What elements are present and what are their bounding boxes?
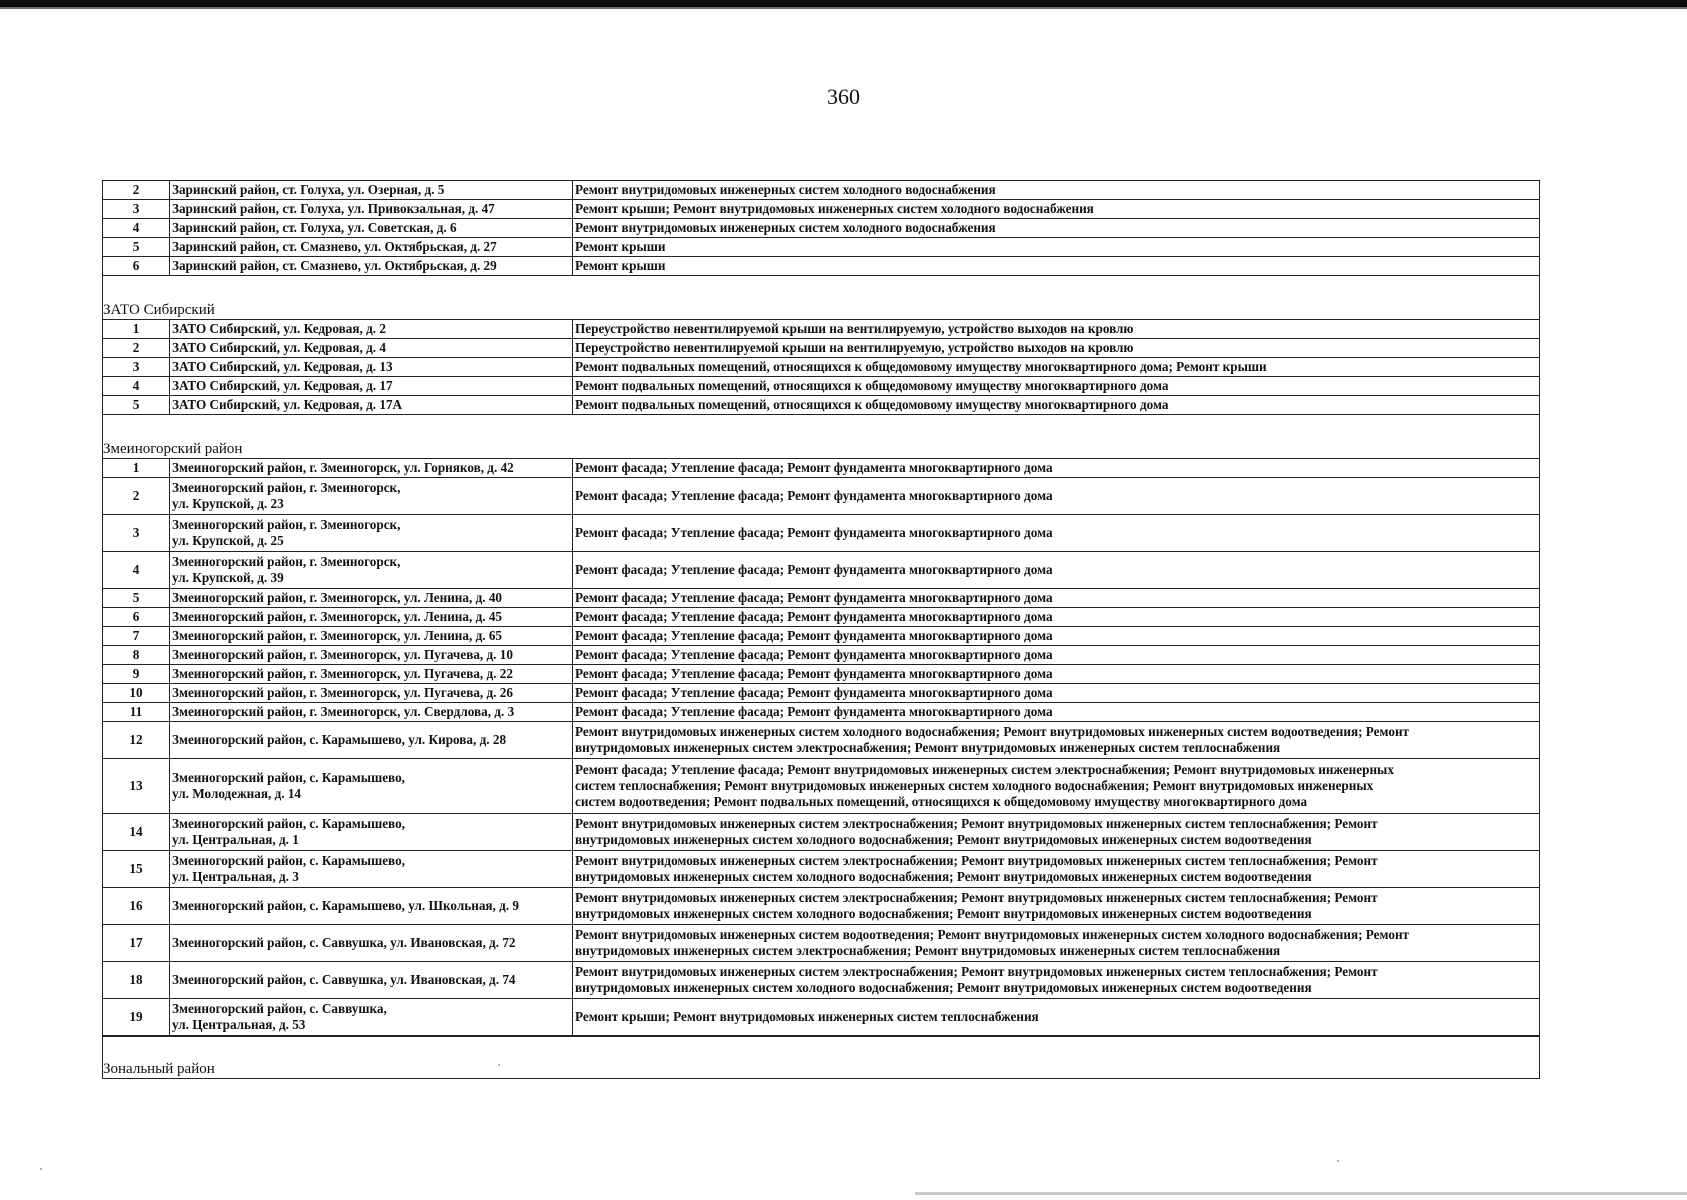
house-address: Змеиногорский район, г. Змеиногорск, ул. Крупской, д. 39 (169, 552, 573, 588)
scan-speck (498, 1064, 500, 1066)
row-number: 1 (132, 460, 140, 475)
repair-works: Ремонт фасада; Утепление фасада; Ремонт фундамента многоквартирного дома (575, 590, 1053, 605)
row-number: 3 (132, 525, 140, 540)
repair-works: Ремонт крыши (575, 239, 666, 254)
repair-works: Ремонт фасада; Утепление фасада; Ремонт фундамента многоквартирного дома (575, 685, 1053, 700)
row-number: 6 (132, 258, 140, 273)
row-number: 8 (132, 647, 140, 662)
row-number: 17 (129, 935, 143, 950)
scan-bottom-artifact (915, 1192, 1687, 1195)
table-row (103, 478, 1539, 515)
row-number: 14 (129, 824, 143, 839)
house-address: Заринский район, ст. Смазнево, ул. Октябрьская, д. 27 (169, 238, 573, 256)
section-heading: Змеиногорский район (103, 415, 1539, 459)
house-address: Заринский район, ст. Голуха, ул. Озерная, д. 5 (169, 181, 573, 199)
repair-works: Ремонт фасада; Утепление фасада; Ремонт фундамента многоквартирного дома (575, 647, 1053, 662)
row-number: 7 (132, 628, 140, 643)
repair-works: Ремонт фасада; Утепление фасада; Ремонт фундамента многоквартирного дома (575, 666, 1053, 681)
house-address: ЗАТО Сибирский, ул. Кедровая, д. 2 (169, 320, 573, 338)
table-row (103, 684, 1539, 703)
row-number: 2 (132, 488, 140, 503)
repair-works: Ремонт внутридомовых инженерных систем холодного водоснабжения; Ремонт внутридомовых инженерных систем водоотведения; Ремонт внутридомовых инженерных систем электроснабжения; Ремонт внутридомовых инженерных систем теплоснабжения (575, 724, 1410, 755)
house-address: Змеиногорский район, с. Карамышево, ул. Школьная, д. 9 (169, 888, 573, 924)
scan-speck (1337, 1160, 1339, 1162)
table-row (103, 219, 1539, 238)
row-number: 11 (129, 704, 143, 719)
repair-works: Ремонт фасада; Утепление фасада; Ремонт фундамента многоквартирного дома (575, 628, 1053, 643)
table-row (103, 589, 1539, 608)
house-address: Змеиногорский район, г. Змеиногорск, ул. Пугачева, д. 10 (169, 646, 573, 664)
row-number: 4 (132, 378, 140, 393)
repair-works: Ремонт крыши; Ремонт внутридомовых инженерных систем теплоснабжения (575, 1009, 1039, 1024)
table-row (103, 627, 1539, 646)
repair-works: Ремонт внутридомовых инженерных систем электроснабжения; Ремонт внутридомовых инженерных систем теплоснабжения; Ремонт внутридомовых инженерных систем холодного водоснабжения; Ремонт внутридомовых инженерных систем водоотведения (575, 964, 1378, 995)
house-address: Змеиногорский район, г. Змеиногорск, ул. Ленина, д. 45 (169, 608, 573, 626)
row-number: 18 (129, 972, 143, 987)
house-address: Змеиногорский район, г. Змеиногорск, ул. Крупской, д. 23 (169, 478, 573, 514)
repair-works: Переустройство невентилируемой крыши на вентилируемую, устройство выходов на кровлю (575, 340, 1134, 355)
scan-top-border-thin (0, 7, 1687, 9)
house-address: Змеиногорский район, г. Змеиногорск, ул. Ленина, д. 65 (169, 627, 573, 645)
page-number: 360 (827, 84, 860, 109)
repair-works: Ремонт фасада; Утепление фасада; Ремонт фундамента многоквартирного дома (575, 460, 1053, 475)
table-row (103, 814, 1539, 851)
table-row (103, 851, 1539, 888)
repair-works: Ремонт фасада; Утепление фасада; Ремонт фундамента многоквартирного дома (575, 562, 1053, 577)
repair-works: Ремонт внутридомовых инженерных систем холодного водоснабжения (575, 220, 996, 235)
house-address: Заринский район, ст. Голуха, ул. Привокзальная, д. 47 (169, 200, 573, 218)
section-heading: ЗАТО Сибирский (103, 276, 1539, 320)
table-row (103, 320, 1539, 339)
table-row (103, 459, 1539, 478)
house-address: Змеиногорский район, г. Змеиногорск, ул. Крупской, д. 25 (169, 515, 573, 551)
table-row (103, 238, 1539, 257)
house-address: ЗАТО Сибирский, ул. Кедровая, д. 4 (169, 339, 573, 357)
house-address: Змеиногорский район, с. Карамышево, ул. Кирова, д. 28 (169, 722, 573, 758)
repair-works: Ремонт внутридомовых инженерных систем электроснабжения; Ремонт внутридомовых инженерных систем теплоснабжения; Ремонт внутридомовых инженерных систем холодного водоснабжения; Ремонт внутридомовых инженерных систем водоотведения (575, 816, 1378, 847)
table-row (103, 181, 1539, 200)
row-number: 2 (132, 182, 140, 197)
table-row (103, 257, 1539, 276)
house-address: Змеиногорский район, с. Карамышево, ул. Центральная, д. 1 (169, 814, 573, 850)
table-row (103, 339, 1539, 358)
row-number: 12 (129, 732, 143, 747)
repair-works: Ремонт крыши; Ремонт внутридомовых инженерных систем холодного водоснабжения (575, 201, 1094, 216)
table-row (103, 703, 1539, 722)
repair-works: Ремонт подвальных помещений, относящихся к общедомовому имуществу многоквартирного дома (575, 378, 1169, 393)
house-address: Змеиногорский район, с. Саввушка, ул. Центральная, д. 53 (169, 999, 573, 1035)
house-address: Змеиногорский район, г. Змеиногорск, ул. Пугачева, д. 22 (169, 665, 573, 683)
table-row (103, 665, 1539, 684)
table-row (103, 759, 1539, 814)
repair-works: Ремонт фасада; Утепление фасада; Ремонт фундамента многоквартирного дома (575, 609, 1053, 624)
house-address: Змеиногорский район, с. Саввушка, ул. Ивановская, д. 74 (169, 962, 573, 998)
row-number: 5 (132, 397, 140, 412)
scan-speck (40, 1168, 42, 1170)
row-number: 10 (129, 685, 143, 700)
row-number: 4 (132, 562, 140, 577)
row-number: 1 (132, 321, 140, 336)
table-row (103, 377, 1539, 396)
house-address: Змеиногорский район, с. Карамышево, ул. Центральная, д. 3 (169, 851, 573, 887)
table-row (103, 962, 1539, 999)
row-number: 16 (129, 898, 143, 913)
repair-works: Ремонт подвальных помещений, относящихся к общедомовому имуществу многоквартирного дома (575, 397, 1169, 412)
table-row (103, 358, 1539, 377)
house-address: Змеиногорский район, г. Змеиногорск, ул. Ленина, д. 40 (169, 589, 573, 607)
row-number: 15 (129, 861, 143, 876)
house-address: ЗАТО Сибирский, ул. Кедровая, д. 13 (169, 358, 573, 376)
table-row (103, 722, 1539, 759)
repair-works: Ремонт крыши (575, 258, 666, 273)
row-number: 5 (132, 239, 140, 254)
repair-works: Ремонт внутридомовых инженерных систем холодного водоснабжения (575, 182, 996, 197)
house-address: Змеиногорский район, г. Змеиногорск, ул. Пугачева, д. 26 (169, 684, 573, 702)
repair-works: Ремонт фасада; Утепление фасада; Ремонт фундамента многоквартирного дома (575, 704, 1053, 719)
house-address: Змеиногорский район, с. Саввушка, ул. Ивановская, д. 72 (169, 925, 573, 961)
table-row (103, 999, 1539, 1036)
house-address: ЗАТО Сибирский, ул. Кедровая, д. 17А (169, 396, 573, 414)
row-number: 2 (132, 340, 140, 355)
row-number: 19 (129, 1009, 143, 1024)
table-row (103, 608, 1539, 627)
repair-works: Переустройство невентилируемой крыши на вентилируемую, устройство выходов на кровлю (575, 321, 1134, 336)
row-number: 3 (132, 201, 140, 216)
table-row (103, 396, 1539, 415)
row-number: 5 (132, 590, 140, 605)
house-address: Заринский район, ст. Смазнево, ул. Октябрьская, д. 29 (169, 257, 573, 275)
scan-top-border (0, 0, 1687, 7)
section-heading: Зональный район (103, 1036, 1539, 1078)
table-row (103, 200, 1539, 219)
repair-works: Ремонт фасада; Утепление фасада; Ремонт фундамента многоквартирного дома (575, 488, 1053, 503)
house-address: ЗАТО Сибирский, ул. Кедровая, д. 17 (169, 377, 573, 395)
house-address: Заринский район, ст. Голуха, ул. Советская, д. 6 (169, 219, 573, 237)
house-address: Змеиногорский район, с. Карамышево, ул. Молодежная, д. 14 (169, 759, 573, 813)
row-number: 13 (129, 778, 143, 793)
row-number: 9 (132, 666, 140, 681)
row-number: 3 (132, 359, 140, 374)
repair-works: Ремонт фасада; Утепление фасада; Ремонт внутридомовых инженерных систем электроснабжения; Ремонт внутридомовых инженерных систем теплоснабжения; Ремонт внутридомовых инженерных систем холодного водоснабжения; Ремонт внутридомовых инженерных систем водоотведения; Ремонт подвальных помещений, относящихся к общедомовому имуществу многоквартирного дома (575, 762, 1394, 809)
house-address: Змеиногорский район, г. Змеиногорск, ул. Свердлова, д. 3 (169, 703, 573, 721)
repair-works: Ремонт подвальных помещений, относящихся к общедомовому имуществу многоквартирного дома; Ремонт крыши (575, 359, 1267, 374)
table-row (103, 515, 1539, 552)
row-number: 6 (132, 609, 140, 624)
house-address: Змеиногорский район, г. Змеиногорск, ул. Горняков, д. 42 (169, 459, 573, 477)
repair-works: Ремонт внутридомовых инженерных систем электроснабжения; Ремонт внутридомовых инженерных систем теплоснабжения; Ремонт внутридомовых инженерных систем холодного водоснабжения; Ремонт внутридомовых инженерных систем водоотведения (575, 853, 1378, 884)
repair-list-table (102, 180, 1540, 1079)
table-row (103, 888, 1539, 925)
repair-works: Ремонт внутридомовых инженерных систем электроснабжения; Ремонт внутридомовых инженерных систем теплоснабжения; Ремонт внутридомовых инженерных систем холодного водоснабжения; Ремонт внутридомовых инженерных систем водоотведения (575, 890, 1378, 921)
row-number: 4 (132, 220, 140, 235)
table-row (103, 552, 1539, 589)
table-row (103, 925, 1539, 962)
repair-works: Ремонт фасада; Утепление фасада; Ремонт фундамента многоквартирного дома (575, 525, 1053, 540)
table-row (103, 646, 1539, 665)
repair-works: Ремонт внутридомовых инженерных систем водоотведения; Ремонт внутридомовых инженерных систем холодного водоснабжения; Ремонт внутридомовых инженерных систем электроснабжения; Ремонт внутридомовых инженерных систем теплоснабжения (575, 927, 1410, 958)
